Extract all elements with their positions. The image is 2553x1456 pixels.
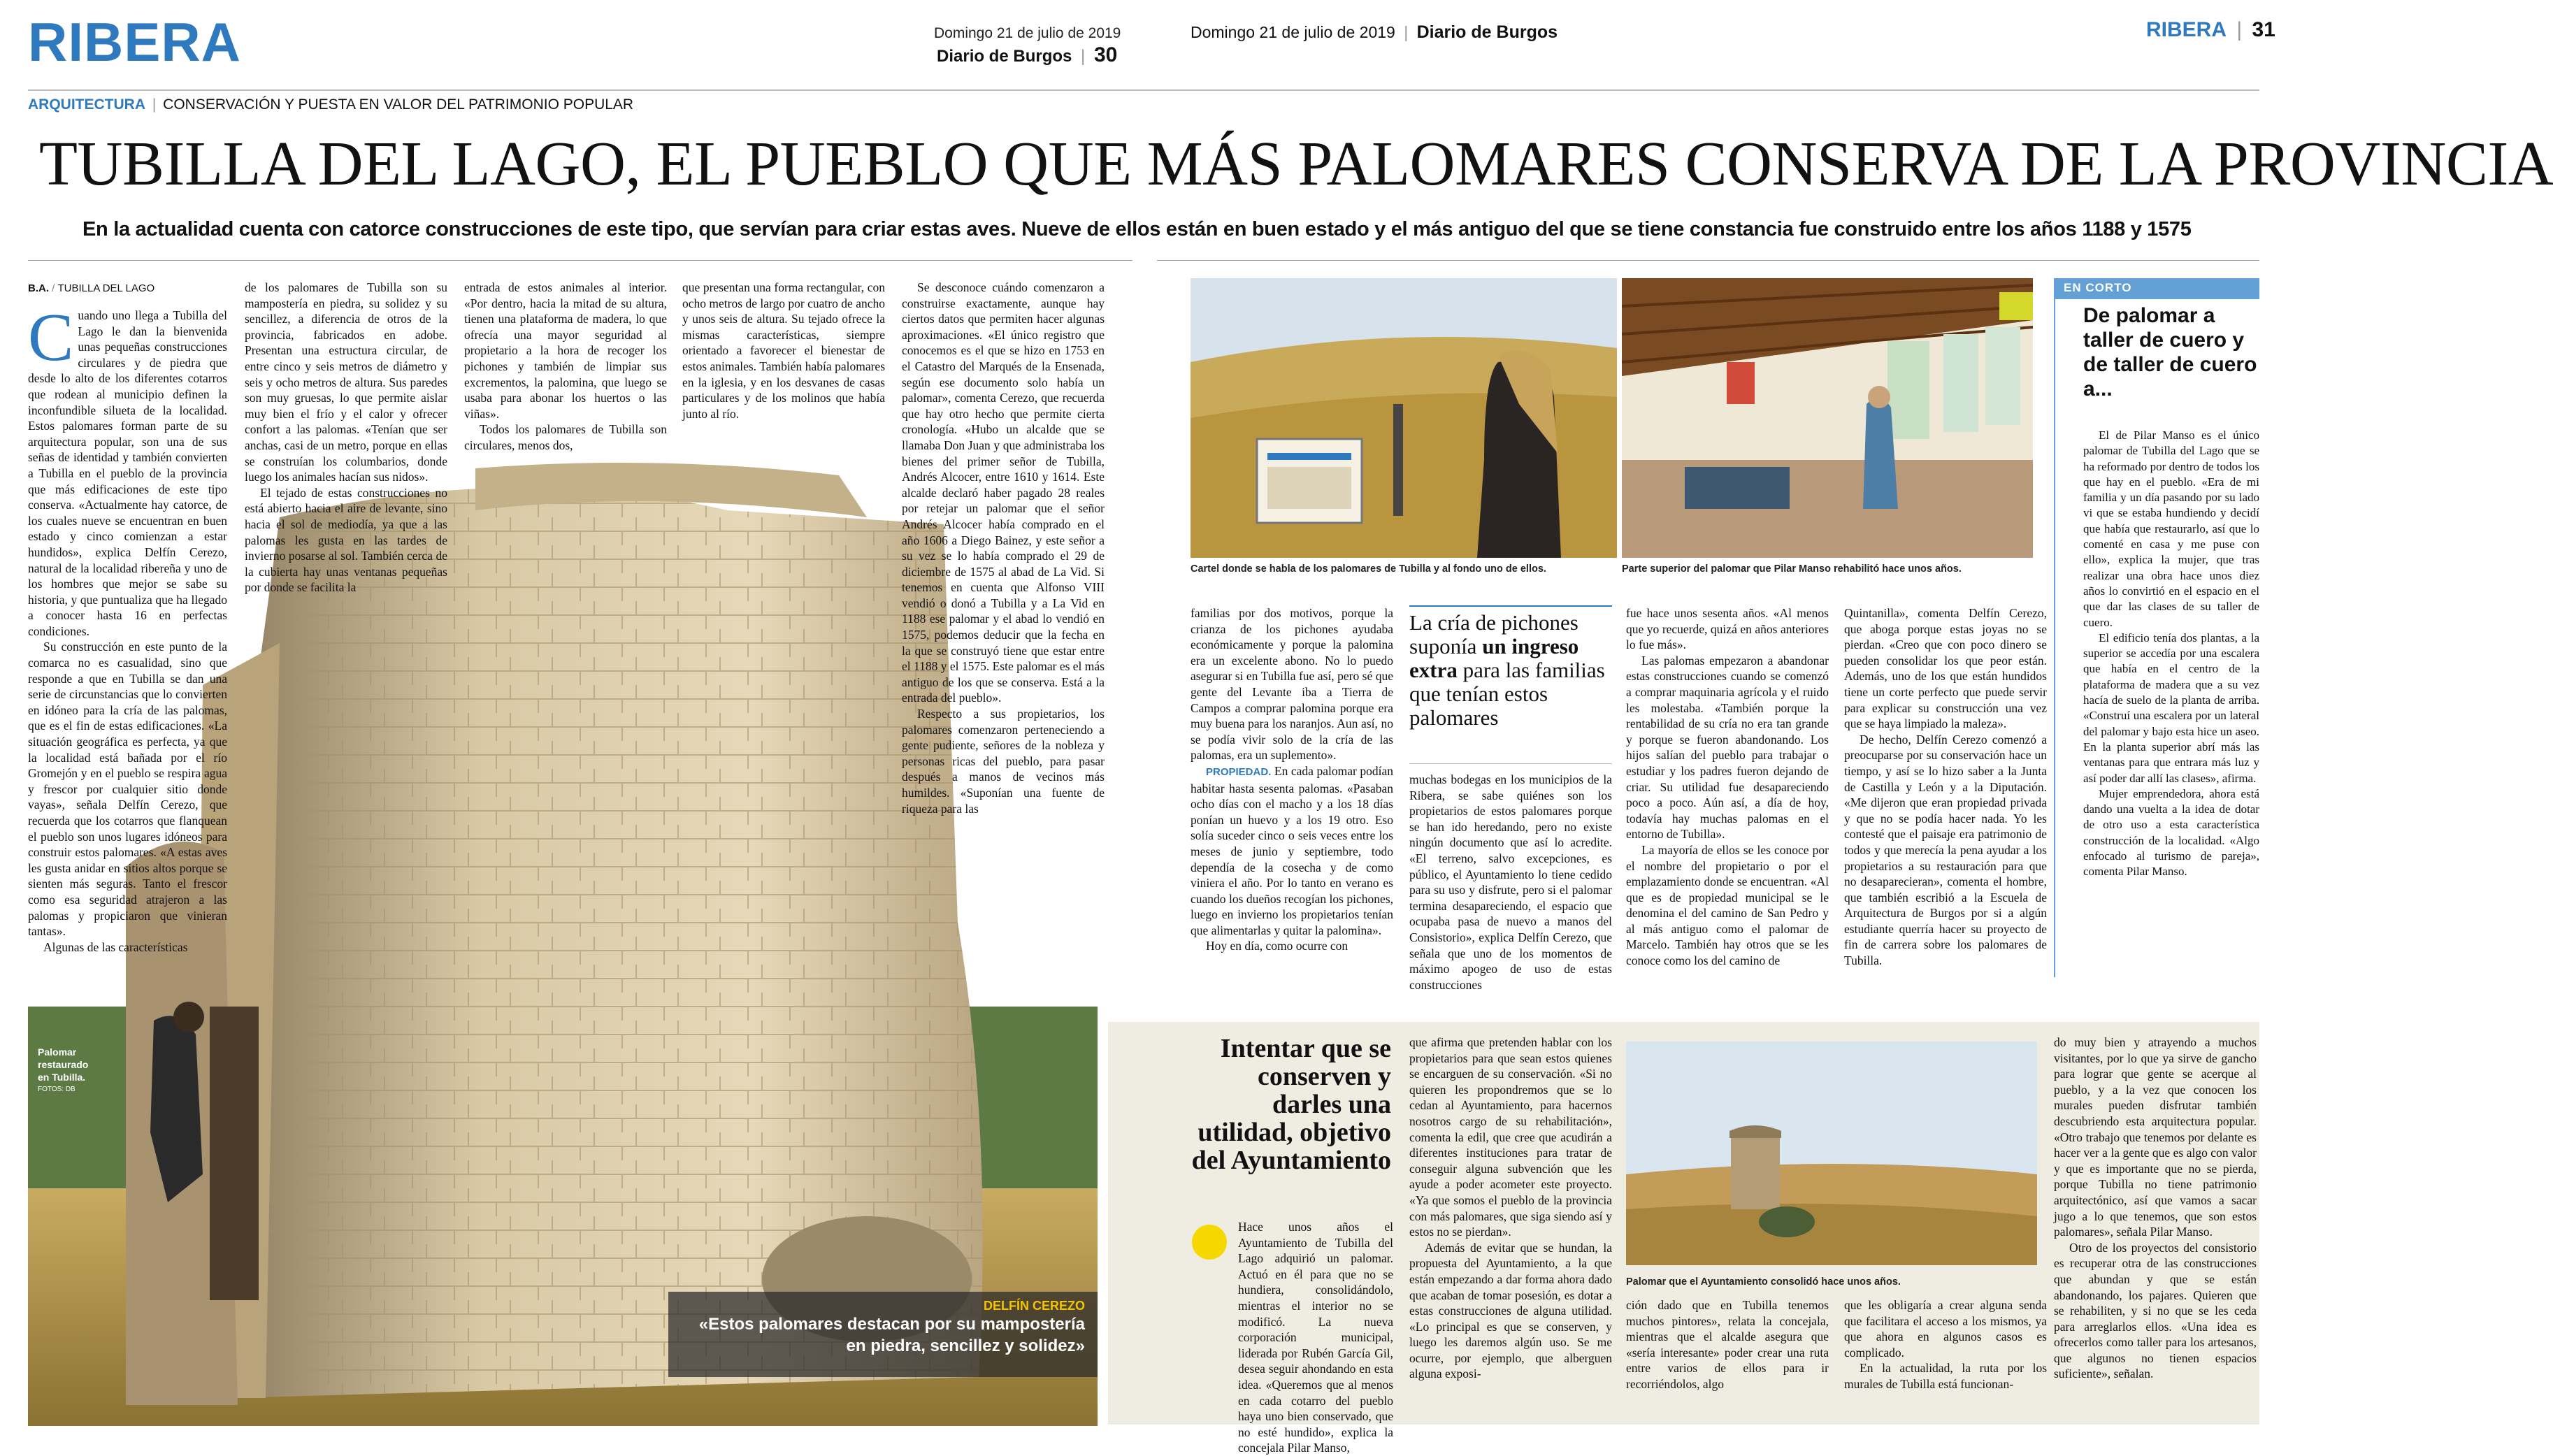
article-paragraph: familias por dos motivos, porque la crianza de los pichones ayudaba económicamente y porque la palomina era un excelente abono. No lo puedo asegurar si en Tubilla fue así, pero sé que gente del Levante iba a Tierra de Campos a comprar palomina porque era muy buena para los naranjos. Aun así, no se podía vivir solo de la cría de las palomas, era un suplemento».	[1191, 606, 1393, 763]
box-paragraph: Además de evitar que se hundan, la propuesta del Ayuntamiento, a la que están empezando a dar forma ahora dado que acaban de tomar posesión, es dotar a estas construcciones de alguna utilidad. «Lo principal es que se conserven, y luego les daremos algún uso. Se me ocurre, por ejemplo, que alberguen alguna exposi-	[1409, 1240, 1612, 1381]
page-number-left: 30	[1093, 43, 1118, 66]
pullquote-rule-top	[1409, 605, 1612, 607]
article-column-1	[28, 300, 227, 986]
subheadline: En la actualidad cuenta con catorce construcciones de este tipo, que servían para criar estas aves. Nueve de ellos están en buen estado y el más antiguo del que se tiene constancia fue construido entre los años 1188 y 1575	[82, 218, 2192, 240]
header-right-section	[2146, 18, 2275, 42]
article-paragraph: Respecto a sus propietarios, los palomares comenzaron perteneciendo a gente pudiente, señores de la nobleza y personas ricas del pueblo, para pasar después a manos de vecinos más humildes. «Suponían una fuente de riqueza para las	[902, 707, 1105, 816]
byline	[28, 282, 154, 294]
subheadline-rule	[28, 260, 1132, 261]
photo-caption: Parte superior del palomar que Pilar Manso rehabilitó hace unos años.	[1622, 563, 1962, 575]
article-paragraph: Todos los palomares de Tubilla son circulares, menos dos,	[464, 422, 667, 452]
box-title: Intentar que se conserven y darles una utilidad, objetivo del Ayuntamiento	[1191, 1034, 1391, 1175]
box-paragraph: Hace unos años el Ayuntamiento de Tubilla del Lago adquirió un palomar. Actuó en él para que no se hundiera, consolidándolo, mientras el interior no se modificó. La nueva corporación municipal, liderada por Rubén García Gil, desea seguir ahondando en esta idea. «Queremos que al menos en cada cotarro del pueblo haya uno bien conservado, que no esté hundido», explica la concejala Pilar Manso,	[1238, 1220, 1393, 1455]
article-column-7	[1409, 772, 1612, 992]
sidebar-paragraph: Mujer emprendedora, ahora está dando una vuelta a la idea de dotar de otro uso a esta característica construcción de la localidad. «Algo enfocado al turismo de pareja», comenta Pilar Manso.	[2083, 786, 2259, 879]
section-name-left: RIBERA	[28, 11, 242, 73]
box-paragraph: Otro de los proyectos del consistorio es recuperar otra de las construcciones que abundan y que se están abandonando, los pajares. Quieren que se rehabiliten, y si no que se les ceda para arreglarlos ellos. «Una idea es ofrecerlos como taller para los artesanos, que algunos no tienen espacios suficiente», señalan.	[2054, 1240, 2257, 1381]
photo-caption-small	[38, 1046, 88, 1096]
category-tag: ARQUITECTURA	[28, 96, 145, 113]
pullquote-rule-bottom	[1409, 763, 1612, 764]
quote-text: «Estos palomares destacan por su mampostería en piedra, sencillez y solidez»	[698, 1315, 1085, 1355]
article-paragraph: La mayoría de ellos se les conoce por el nombre del propietario o por el emplazamiento donde se encuentran. «Al que es de propiedad municipal se le denomina el del camino de San Pedro y al más antiguo como el palomar de Marcelo. También hay otros que se les conoce como los del camino de	[1626, 842, 1829, 968]
article-paragraph: de los palomares de Tubilla son su mampostería en piedra, su solidez y su sencillez, a diferencia de otros de la provincia, fabricados en adobe. Presentan una estructura circular, de entre cinco y seis metros de diámetro y seis y ocho metros de altura. Sus paredes son muy gruesas, lo que permite aislar muy bien el frío y el calor y ofrecer confort a las palomas. «Tenían que ser anchas, casi de un metro, porque en ellas se construían los columbarios, donde luego los animales hacían sus nidos».	[245, 280, 447, 484]
caption-line: restaurado	[38, 1059, 89, 1070]
article-column-2	[245, 280, 447, 595]
separator: |	[152, 96, 157, 113]
article-paragraph: muchas bodegas en los municipios de la Ribera, se sabe quiénes son los propietarios de estos palomares porque se han ido heredando, pero no existe ningún documento que así lo acredite. «El terreno, salvo excepciones, es público, el Ayuntamiento lo tiene cedido para su uso y disfrute, pero si el palomar termina desapareciendo, el espacio que ocupaba pasa de nuevo a manos del Consistorio», explica Delfín Cerezo, que señala que uno de los momentos de máximo apogeo de uso de estas construcciones	[1409, 772, 1612, 992]
section-name-right: RIBERA	[2146, 18, 2227, 41]
article-paragraph: Algunas de las características	[43, 939, 188, 954]
section-lead: PROPIEDAD.	[1206, 765, 1272, 778]
box-column-1	[1191, 1219, 1393, 1455]
quote-box	[668, 1292, 1098, 1377]
caption-line: en Tubilla.	[38, 1072, 86, 1083]
subheadline-rule-right	[1157, 260, 2259, 261]
article-column-6	[1191, 605, 1393, 983]
headline: TUBILLA DEL LAGO, EL PUEBLO QUE MÁS PALOMARES CONSERVA DE LA PROVINCIA	[39, 129, 2553, 199]
box-column-4	[1844, 1297, 2047, 1423]
pullquote	[1409, 611, 1612, 730]
ayuntamiento-palomar-image	[1626, 1041, 2037, 1265]
category-line	[28, 96, 633, 113]
article-column-9	[1844, 605, 2047, 983]
box-column-5	[2054, 1035, 2257, 1419]
paper-name-right: Diario de Burgos	[1416, 22, 1558, 42]
box-paragraph: ción dado que en Tubilla tenemos muchos pintores», relata la concejala, mientras que el alcalde asegura que «sería interesante» poder crear una ruta entre varios de ellos para ir recorriéndolos, algo	[1626, 1298, 1829, 1391]
article-paragraph: Su construcción en este punto de la comarca no es casualidad, sino que responde a que en Tubilla se dan una serie de circunstancias que lo convierten en idóneo para la cría de las palomas, que es el fin de estas edificaciones. «La situación geográfica es perfecta, ya que la localidad está bañada por el río Gromejón y en el pueblo se respira agua y frescor por cualquier sitio donde vayas», señala Delfín Cerezo, que recuerda que los cotarros que flanquean el pueblo son unos lugares idóneos para construir estos palomares. «A estas aves les gusta anidar en sitios altos porque se sienten más seguras. Tanto el frescor como esa seguridad atrajeron a las palomas y propiciaron que vinieran tantas».	[28, 640, 227, 939]
sidebar-title: De palomar a taller de cuero y de taller de cuero a...	[2083, 304, 2257, 401]
cartel-photo	[1191, 278, 1617, 558]
date-left: Domingo 21 de julio de 2019	[934, 25, 1121, 41]
photo-caption: Cartel donde se habla de los palomares de Tubilla y al fondo uno de ellos.	[1191, 563, 1546, 575]
article-paragraph: De hecho, Delfín Cerezo comenzó a preocuparse por su conservación hace un tiempo, y así se lo hizo saber a la Junta de Castilla y León y a la Diputación. «Me dijeron que eran propiedad privada y que no se podía hacer nada. Yo les contesté que el paisaje era patrimonio de todos y que merecía la pena ayudar a los propietarios a su restauración para que no desaparecieran», comenta el hombre, que también escribió a la Escuela de Arquitectura de Burgos por si a algún estudiante querría hacer su proyecto de fin de carrera sobre los palomares de Tubilla.	[1844, 732, 2047, 968]
sidebar-paragraph: El edificio tenía dos plantas, a la superior se accedía por una escalera que había en el centro de la plataforma de madera que a su vez hacía de suelo de la planta de arriba. «Construí una escalera por un lateral del palomar y bajo esta hice un aseo. En la planta superior abrí más las ventanas para que entrara más luz y así poder dar allí las clases», afirma.	[2083, 630, 2259, 785]
article-paragraph: El tejado de estas construcciones no está abierto hacia el aire de levante, sino hacia el sol de mediodía, ya que a las palomas les gusta en las tardes de invierno posarse al sol. También cerca de la cubierta hay unas ventanas pequeñas por donde se facilita la	[245, 485, 447, 595]
interior-image	[1622, 278, 2033, 558]
separator: |	[2236, 18, 2243, 41]
quote-author: DELFÍN CEREZO	[983, 1299, 1085, 1313]
box-paragraph: que les obligaría a crear alguna senda que facilitara el acceso a los mismos, ya que ahora en algunos casos es complicado.	[1844, 1298, 2047, 1360]
separator: |	[1404, 23, 1409, 41]
box-column-2	[1409, 1035, 1612, 1419]
photo-caption: Palomar que el Ayuntamiento consolidó hace unos años.	[1626, 1276, 1901, 1288]
article-paragraph: Las palomas empezaron a abandonar estas construcciones cuando se comenzó a comprar maquinaria agrícola y el ruido les molestaba. «También porque la rentabilidad de su cría no era tan grande y porque se fueron abandonando. Los hijos salían del pueblo para trabajar o estudiar y los padres fueron dejando de criar. Su utilidad fue desapareciendo poco a poco. Aún así, a día de hoy, todavía hay muchas palomas en el entorno de Tubilla».	[1626, 653, 1829, 842]
caption-line: Palomar	[38, 1046, 77, 1058]
ayuntamiento-palomar-photo	[1626, 1041, 2037, 1265]
pullquote-text: La cría de pichones suponía	[1409, 610, 1578, 658]
separator: /	[52, 282, 55, 294]
drop-cap: C	[28, 300, 74, 375]
article-paragraph: que presentan una forma rectangular, con ocho metros de largo por cuatro de ancho y unos seis de altura. Su tejado ofrece la mismas características, siempre orientado a favorecer el bienestar de estos animales. También había palomares en la iglesia, y en los desvanes de casas particulares y de los molinos que había junto al río.	[682, 280, 885, 421]
article-paragraph: Quintanilla», comenta Delfín Cerezo, que aboga porque estas joyas no se pierdan. «Creo que con poco dinero se pueden consolidar los que peor están. Además, uno de los que están hundidos tiene un corte perfecto que puede servir para explicar su construcción una vez que se haya limpiado la maleza».	[1844, 606, 2047, 731]
article-paragraph: Hoy en día, como ocurre con	[1206, 939, 1349, 953]
article-column-3	[464, 280, 667, 461]
pullquote-text: para las familias que tenían estos palomares	[1409, 658, 1605, 730]
box-paragraph: En la actualidad, la ruta por los murales de Tubilla está funcionan-	[1844, 1361, 2047, 1391]
paper-name-left: Diario de Burgos	[937, 47, 1072, 66]
header-right	[1191, 22, 1558, 43]
box-paragraph: do muy bien y atrayendo a muchos visitantes, por lo que ya sirve de gancho para lograr que gente se acerque al pueblo, y a la vez que conocen los murales pueden disfrutar también descubriendo esta arquitectura popular. «Otro trabajo que tenemos por delante es hacer ver a la gente que es algo con valor y que es importante que no se pierda, porque Tubilla no tiene patrimonio arquitectónico, así que vamos a sacar jugo a lo que tenemos, que son estos palomares», señala Pilar Manso.	[2054, 1035, 2257, 1239]
sidebar-paragraph: El de Pilar Manso es el único palomar de Tubilla del Lago que se ha reformado por dentro de todos los que hay en el pueblo. «Era de mi familia y un día pasando por su lado vi que se estaba hundiendo y decidí que había que restaurarlo, así que lo comenté en casa y me puse con ello», explica la mujer, que tras realizar una obra hace unos diez años lo convirtió en el espacio en el que dar las clases de su taller de cuero.	[2083, 428, 2259, 629]
page-number-right: 31	[2252, 18, 2275, 41]
sidebar-rule	[2054, 278, 2055, 977]
sidebar-tag: EN CORTO	[2054, 278, 2259, 299]
article-column-5	[902, 280, 1105, 993]
date-right: Domingo 21 de julio de 2019	[1191, 23, 1395, 41]
box-paragraph: que afirma que pretenden hablar con los propietarios para que sean estos quienes se encarguen de su conservación. «Si no quieren les propondremos que se lo cedan al Ayuntamiento, para hacernos nosotros cargo de su rehabilitación», comenta la edil, que cree que acudirán a diferentes instituciones para tratar de conseguir alguna subvención que les ayude a poder acometer este proyecto. «Ya que somos el pueblo de la provincia con más palomares, que siga siendo así y estos no se pierdan».	[1409, 1035, 1612, 1239]
sidebar-body	[2083, 428, 2259, 987]
article-column-8	[1626, 605, 1829, 983]
article-paragraph: Cuando uno llega a Tubilla del Lago le dan la bienvenida unas pequeñas construcciones circulares y de piedra que desde lo alto de los diferentes cotarros que rodean al municipio definen la inconfundible silueta de la localidad. Estos palomares forman parte de su arquitectura popular, son una de sus señas de identidad y también convierten a Tubilla en el pueblo de la provincia que más edificaciones de este tipo conserva. «Actualmente hay catorce, de los cuales nueve se encuentran en buen estado y cinco comienzan a estar hundidos», explica Delfín Cerezo, natural de la localidad ribereña y uno de los hombres que mejor se sabe su historia, y que puntualiza que ha llegado a conocer hasta 16 en perfectas condiciones.	[28, 300, 227, 638]
separator: |	[1081, 47, 1086, 66]
article-paragraph: fue hace unos sesenta años. «Al menos que yo recuerde, quizá en años anteriores lo fue más».	[1626, 606, 1829, 652]
caption-credit: FOTOS: DB	[38, 1086, 75, 1093]
byline-author: B.A.	[28, 282, 49, 294]
article-column-4	[682, 280, 885, 433]
paper-left	[937, 43, 1117, 67]
pullquote-bold: un ingreso extra	[1409, 634, 1579, 682]
cartel-image	[1191, 278, 1617, 558]
box-column-3	[1626, 1297, 1829, 1423]
article-paragraph: Se desconoce cuándo comenzaron a construirse exactamente, aunque hay ciertos datos que permiten hacer algunas aproximaciones. «El único registro que conocemos es el que se hizo en 1753 en el Catastro del Marqués de la Ensenada, según ese documento solo había un palomar», comenta Cerezo, que recuerda que hay otro hecho que permite cierta cronología. «Hubo un alcalde que se llamaba Don Juan y que administraba los bienes del primer señor de Tubilla, Andrés Alcocer, entre 1610 y 1614. Este alcalde declaró haber pagado 28 reales por retejar un palomar que el señor Andrés Alcocer había comprado en el año 1606 a Diego Bainez, y este señor a su vez se lo había comprado el 29 de diciembre de 1575 al abad de La Vid. Si tenemos en cuenta que Alfonso VIII vendió o donó a Tubilla y a La Vid en 1188 ese palomar y el abad lo vendió en 1575, podemos deducir que la fecha en la que se construyó tiene que estar entre el 1188 y el 1575. Este palomar es el más antiguo de los que se conserva. Está a la entrada del pueblo».	[902, 280, 1105, 705]
interior-photo	[1622, 278, 2033, 558]
category-sub: CONSERVACIÓN Y PUESTA EN VALOR DEL PATRIMONIO POPULAR	[163, 96, 634, 113]
header-rule	[28, 89, 2259, 91]
byline-place: TUBILLA DEL LAGO	[57, 282, 155, 294]
article-paragraph: entrada de estos animales al interior. «Por dentro, hacia la mitad de su altura, tienen una plataforma de madera, lo que ofrecía una mayor seguridad al propietario a la hora de recoger los pichones y también de limpiar sus excrementos, la palomina, que luego se usaba para abonar los huertos o las viñas».	[464, 280, 667, 421]
article-paragraph: PROPIEDAD. En cada palomar podían habitar hasta sesenta palomas. «Pasaban ocho días con el macho y a los 18 días ponían un huevo y a los 19 otro. Eso solía suceder cinco o seis veces entre los meses de junio y septiembre, todo dependía de la cosecha y de como viniera el año. Por lo tanto en verano es cuando los dueños recogían los pichones, luego en invierno los propietarios tenían que alimentarlas y quitar la palomina».	[1191, 763, 1393, 937]
